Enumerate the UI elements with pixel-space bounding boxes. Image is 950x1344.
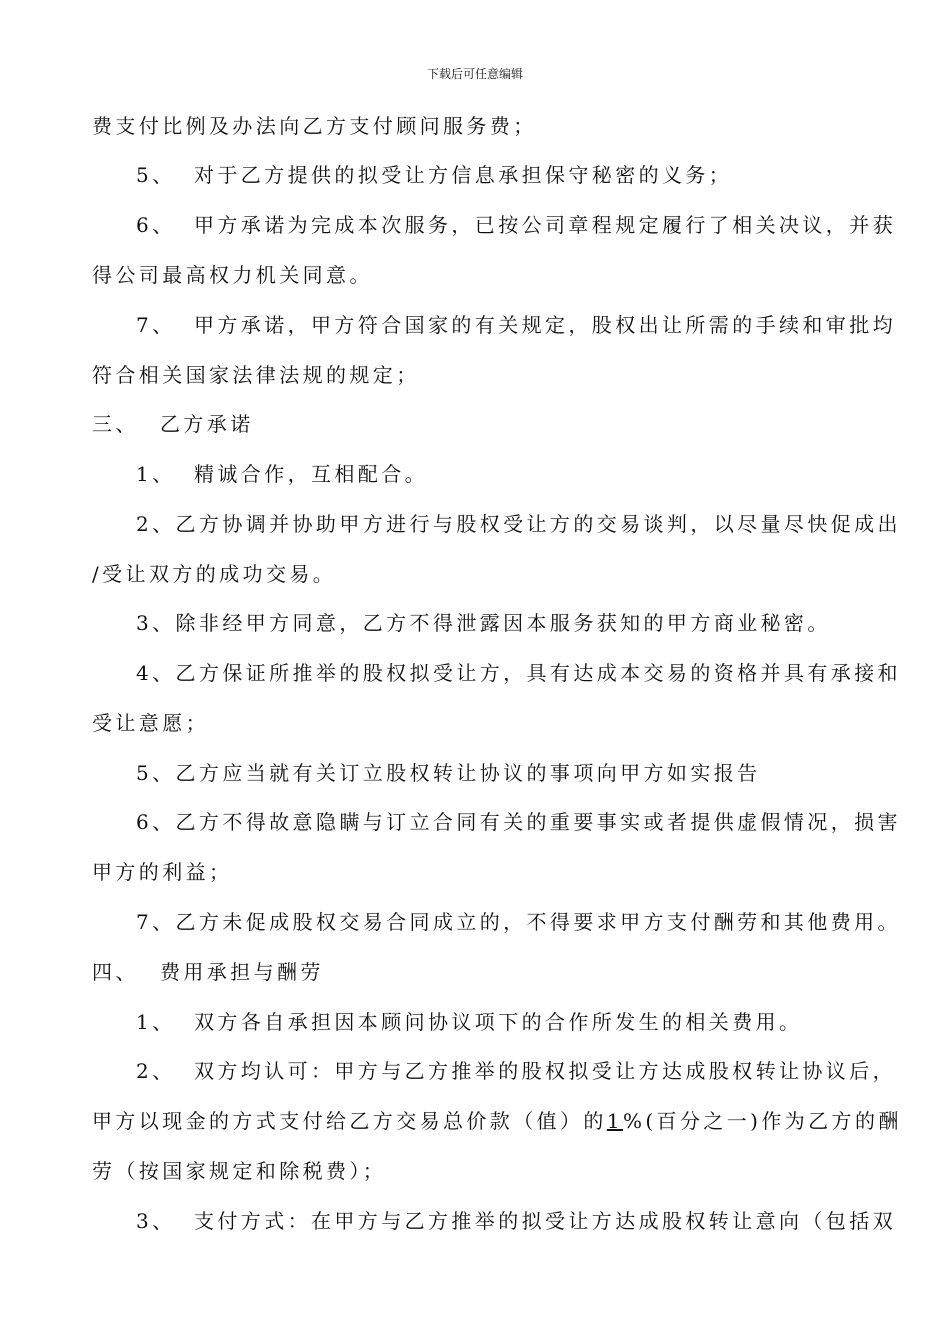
text-line: 甲方以现金的方式支付给乙方交易总价款（值）的1%(百分之一)作为乙方的酬 xyxy=(92,1109,902,1133)
fee-percent: 1 xyxy=(606,1109,623,1133)
page-header: 下载后可任意编辑 xyxy=(426,67,523,81)
text-line: 劳（按国家规定和除税费）； xyxy=(92,1159,387,1183)
section-heading: 四、 费用承担与酬劳 xyxy=(92,960,324,984)
list-item: 2、 双方均认可：甲方与乙方推举的股权拟受让方达成股权转让协议后， xyxy=(136,1059,896,1083)
list-item: 5、乙方应当就有关订立股权转让协议的事项向甲方如实报告 xyxy=(136,761,761,785)
text-line: 费支付比例及办法向乙方支付顾问服务费； xyxy=(92,114,537,138)
list-item: 7、乙方未促成股权交易合同成立的，不得要求甲方支付酬劳和其他费用。 xyxy=(136,910,901,934)
list-item: 1、 精诚合作，互相配合。 xyxy=(136,462,428,486)
list-item: 6、乙方不得故意隐瞒与订立合同有关的重要事实或者提供虚假情况，损害 xyxy=(136,810,901,834)
list-item: 3、 支付方式：在甲方与乙方推举的拟受让方达成股权转让意向（包括双 xyxy=(136,1209,896,1233)
text-line: /受让双方的成功交易。 xyxy=(92,562,337,586)
list-item: 7、 甲方承诺，甲方符合国家的有关规定，股权出让所需的手续和审批均 xyxy=(136,313,896,337)
list-item: 5、 对于乙方提供的拟受让方信息承担保守秘密的义务； xyxy=(136,163,733,187)
text-line: 受让意愿； xyxy=(92,711,209,735)
list-item: 2、乙方协调并协助甲方进行与股权受让方的交易谈判，以尽量尽快促成出 xyxy=(136,512,901,536)
list-item: 4、乙方保证所推举的股权拟受让方，具有达成本交易的资格并具有承接和 xyxy=(136,661,901,685)
text-line: 甲方的利益； xyxy=(92,860,233,884)
text-line: 得公司最高权力机关同意。 xyxy=(92,263,373,287)
list-item: 6、 甲方承诺为完成本次服务，已按公司章程规定履行了相关决议，并获 xyxy=(136,213,896,237)
section-heading: 三、 乙方承诺 xyxy=(92,412,254,436)
text-line: 符合相关国家法律法规的规定； xyxy=(92,363,420,387)
list-item: 1、 双方各自承担因本顾问协议项下的合作所发生的相关费用。 xyxy=(136,1010,803,1034)
list-item: 3、除非经甲方同意，乙方不得泄露因本服务获知的甲方商业秘密。 xyxy=(136,611,831,635)
